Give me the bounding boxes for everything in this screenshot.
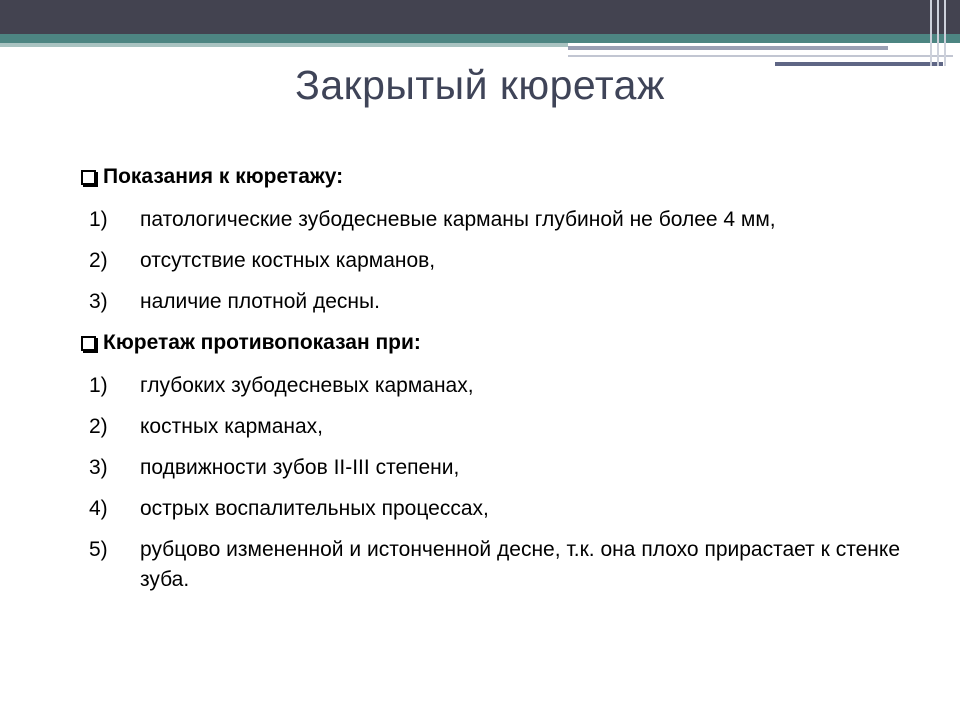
item-number: 5) <box>89 538 108 561</box>
slide-body <box>78 162 900 606</box>
item-text: патологические зубодесневые карманы глубиной не более 4 мм, <box>140 208 776 231</box>
item-text: отсутствие костных карманов, <box>140 249 436 272</box>
section-heading-text: Показания к кюретажу: <box>103 165 344 188</box>
item-number: 1) <box>89 208 108 231</box>
contraindications-list <box>78 371 900 595</box>
item-number: 1) <box>89 374 108 397</box>
section-heading <box>78 162 900 192</box>
item-text: острых воспалительных процессах, <box>140 497 489 520</box>
item-text: подвижности зубов II-III степени, <box>140 456 460 479</box>
list-item <box>78 205 900 235</box>
header-teal-band <box>0 34 960 43</box>
item-text: костных карманах, <box>140 415 323 438</box>
list-item <box>78 287 900 317</box>
item-number: 4) <box>89 497 108 520</box>
section-heading-text: Кюретаж противопоказан при: <box>103 331 421 354</box>
header-vertical-line <box>930 0 932 66</box>
header-dark-band <box>0 0 960 34</box>
item-text: глубоких зубодесневых карманах, <box>140 374 474 397</box>
list-item <box>78 412 900 442</box>
item-number: 2) <box>89 249 108 272</box>
header-vertical-line <box>937 0 939 66</box>
checkbox-bullet-icon <box>81 170 96 185</box>
checkbox-bullet-icon <box>81 336 96 351</box>
header-accent-line <box>568 46 888 50</box>
list-item <box>78 371 900 401</box>
list-item <box>78 494 900 524</box>
item-number: 2) <box>89 415 108 438</box>
indications-list <box>78 205 900 317</box>
list-item <box>78 246 900 276</box>
header-accent-line <box>568 55 953 57</box>
list-item <box>78 535 900 595</box>
item-text: наличие плотной десны. <box>140 290 380 313</box>
header-vertical-line <box>944 0 946 66</box>
slide-title: Закрытый кюретаж <box>295 62 665 108</box>
item-text: рубцово измененной и истонченной десне, т.к. она плохо прирастает к стенке зуба. <box>140 538 900 591</box>
section-heading <box>78 328 900 358</box>
item-number: 3) <box>89 456 108 479</box>
header-teal-accent <box>0 43 568 47</box>
list-item <box>78 453 900 483</box>
item-number: 3) <box>89 290 108 313</box>
